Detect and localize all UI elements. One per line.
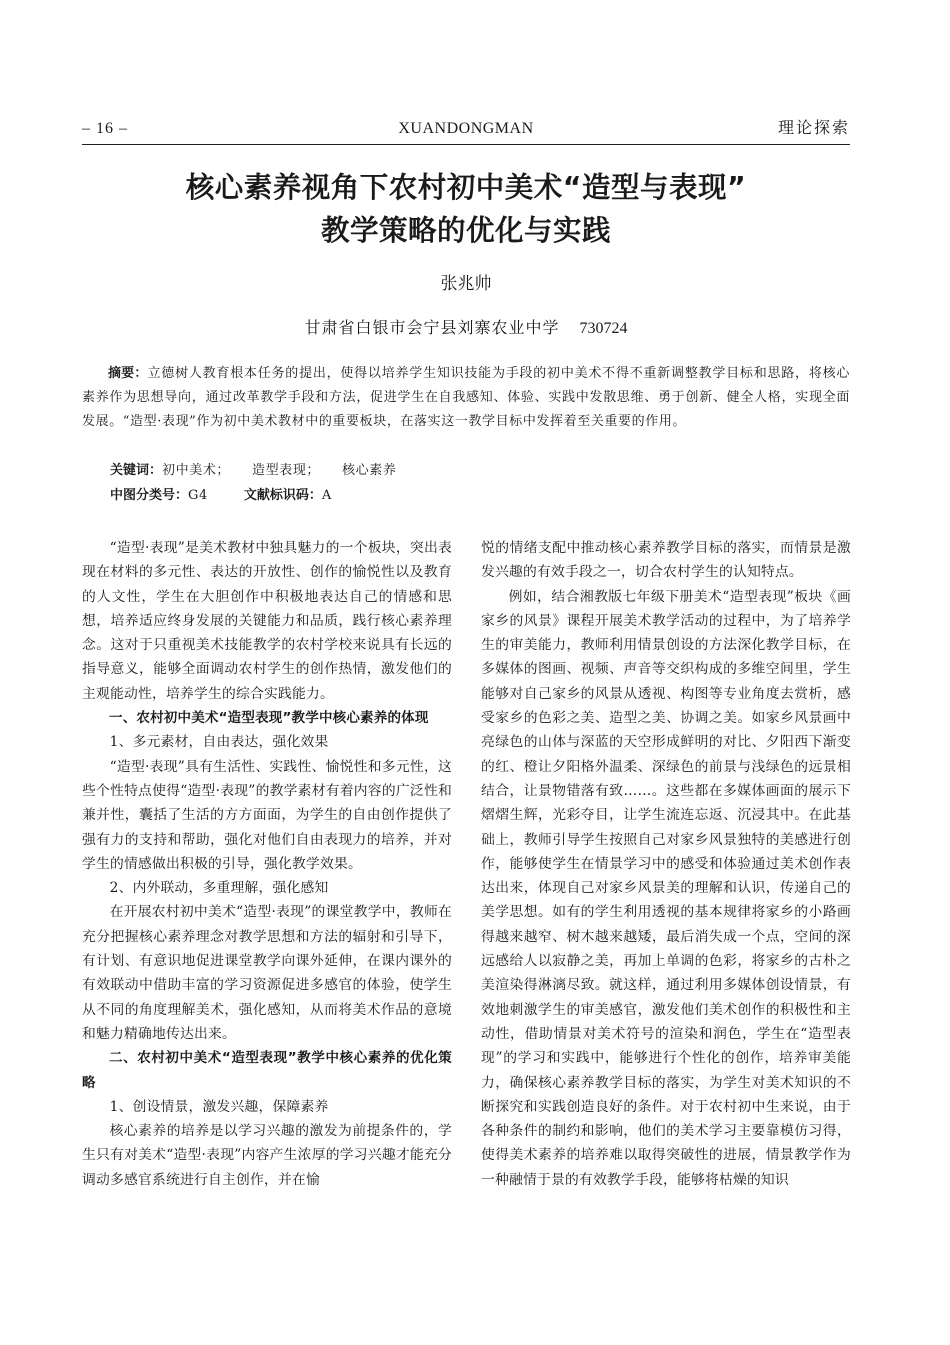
section-heading: 二、农村初中美术“造型表现”教学中核心素养的优化策略 (82, 1050, 452, 1091)
abstract-label: 摘要： (108, 366, 148, 381)
keywords (110, 459, 418, 483)
body-column-right (481, 536, 851, 1192)
body-paragraph: “造型·表现”是美术教材中独具魅力的一个板块，突出表现在材料的多元性、表达的开放性、创作的愉悦性以及教育的人文性，学生在大胆创作中积极地表达自己的情感和思想，培养适应终身发展的关键能力和品质，践行核心素养理念。这对于只重视美术技能教学的农村学校来说具有长远的指导意义，能够全面调动农村学生的创作热情，激发他们的主观能动性，培养学生的综合实践能力。 (82, 540, 452, 702)
abstract-text: 立德树人教育根本任务的提出，使得以培养学生知识技能为手段的初中美术不得不重新调整教学目标和思路，将核心素养作为思想导向，通过改革教学手段和方法，促进学生在自我感知、体验、实践中发散思维、勇于创新、健全人格，实现全面发展。“造型·表现”作为初中美术教材中的重要板块，在落实这一教学目标中发挥着至关重要的作用。 (82, 366, 850, 429)
author-name: 张兆帅 (440, 274, 492, 294)
clc-number (110, 488, 208, 503)
subsection-heading: 1、多元素材，自由表达，强化效果 (109, 734, 329, 751)
subsection-heading: 1、创设情景，激发兴趣，保障素养 (109, 1098, 329, 1115)
body-paragraph: 核心素养的培养是以学习兴趣的激发为前提条件的，学生只有对美术“造型·表现”内容产生浓厚的学习兴趣才能充分调动多感官系统进行自主创作，并在愉 (82, 1123, 452, 1188)
body-paragraph: 在开展农村初中美术“造型·表现”的课堂教学中，教师在充分把握核心素养理念对教学思想和方法的辐射和引导下，有计划、有意识地促进课堂教学向课外延伸，在课内课外的有效联动中借助丰富的学习资源促进多感官的体验，使学生从不同的角度理解美术，强化感知，从而将美术作品的意境和魅力精确地传达出来。 (82, 904, 452, 1042)
body-column-left (82, 536, 452, 1192)
clc-value: G4 (188, 488, 208, 503)
postal-code: 730724 (579, 320, 628, 337)
keyword-item: 初中美术； (162, 463, 231, 478)
body-paragraph: 例如，结合湘教版七年级下册美术“造型表现”板块《画家乡的风景》课程开展美术教学活动的过程中，为了培养学生的审美能力，教师利用情景创设的方法深化教学目标，在多媒体的图画、视频、声音等交织构成的多维空间里，学生能够对自己家乡的风景从透视、构图等专业角度去赏析，感受家乡的色彩之美、造型之美、协调之美。如家乡风景画中亮绿色的山体与深蓝的天空形成鲜明的对比、夕阳西下渐变的红、橙让夕阳格外温柔、深绿色的前景与浅绿色的远景相结合，让景物错落有致……。这些都在多媒体画面的展示下熠熠生辉，光彩夺目，让学生流连忘返、沉浸其中。在此基础上，教师引导学生按照自己对家乡风景独特的美感进行创作，能够使学生在情景学习中的感受和体验通过美术创作表达出来，体现自己对家乡风景美的理解和认识，传递自己的美学思想。如有的学生利用透视的基本规律将家乡的小路画得越来越窄、树木越来越矮，最后消失成一个点，空间的深远感给人以寂静之美，再加上单调的色彩，将家乡的古朴之美渲染得淋漓尽致。就这样，通过利用多媒体创设情景，有效地刺激学生的审美感官，激发他们美术创作的积极性和主动性，借助情景对美术符号的渲染和润色，学生在“造型表现”的学习和实践中，能够进行个性化的创作，培养审美能力，确保核心素养教学目标的落实，为学生对美术知识的不断探究和实践创造良好的条件。对于农村初中生来说，由于各种条件的制约和影响，他们的美术学习主要靠模仿习得，使得美术素养的培养难以取得突破性的进展，情景教学作为一种融情于景的有效教学手段，能够将枯燥的知识 (481, 588, 851, 1188)
keywords-label: 关键词： (110, 463, 163, 478)
keyword-item: 造型表现； (252, 463, 321, 478)
journal-name: XUANDONGMAN (398, 120, 534, 137)
author-affiliation (82, 316, 850, 341)
title-line-1: 核心素养视角下农村初中美术“造型与表现” (185, 171, 747, 204)
article-title (82, 166, 850, 252)
page-number: – 16 – (82, 120, 128, 137)
keyword-item: 核心素养 (342, 463, 397, 478)
section-heading: 一、农村初中美术“造型表现”教学中核心素养的体现 (109, 710, 429, 727)
abstract (82, 362, 850, 434)
classification-line (110, 484, 332, 508)
document-code (244, 488, 332, 503)
affiliation-name: 甘肃省白银市会宁县刘寨农业中学 (304, 318, 560, 337)
section-label: 理论探索 (777, 118, 850, 137)
doc-code-value: A (321, 488, 332, 503)
subsection-heading: 2、内外联动，多重理解，强化感知 (109, 880, 329, 897)
clc-label: 中图分类号： (110, 488, 189, 503)
doc-code-label: 文献标识码： (243, 488, 322, 503)
running-header (82, 118, 850, 145)
body-paragraph: “造型·表现”具有生活性、实践性、愉悦性和多元性，这些个性特点使得“造型·表现”的教学素材有着内容的广泛性和兼并性，囊括了生活的方方面面，为学生的自由创作提供了强有力的支持和帮助，强化对他们自由表现力的培养，并对学生的情感做出积极的引导，强化教学效果。 (82, 758, 452, 872)
title-line-2: 教学策略的优化与实践 (320, 214, 611, 247)
body-paragraph: 悦的情绪支配中推动核心素养教学目标的落实，而情景是激发兴趣的有效手段之一，切合农村学生的认知特点。 (481, 540, 851, 581)
